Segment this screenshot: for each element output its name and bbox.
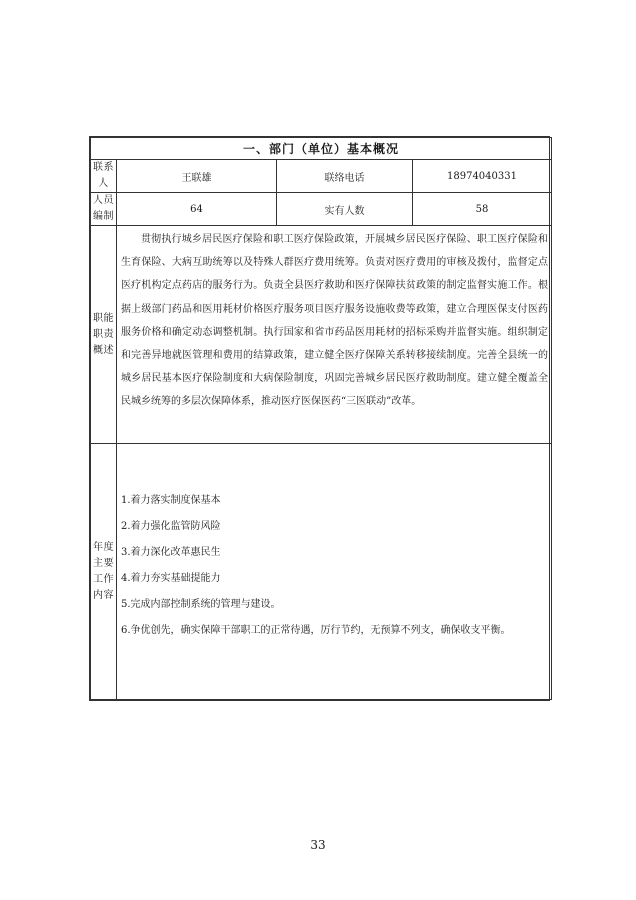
work-item-5: 5.完成内部控制系统的管理与建设。 [121, 599, 281, 610]
page-number: 33 [310, 838, 326, 852]
phone-label: 联络电话 [277, 160, 413, 193]
work-item-1: 1.着力落实制度保基本 [121, 495, 221, 506]
work-item-6: 6.争优创先，确实保障干部职工的正常待遇，厉行节约，无预算不列支，确保收支平衡。 [121, 625, 511, 636]
actual-staff-label: 实有人数 [277, 193, 413, 226]
contact-label: 联系人 [91, 160, 117, 193]
basic-info-table [89, 136, 550, 701]
work-item-4: 4.着力夯实基础提能力 [121, 573, 221, 584]
staffing-label: 人员编制 [91, 193, 117, 226]
table-title: 一、部门（单位）基本概况 [91, 138, 552, 160]
phone-value: 18974040331 [413, 160, 552, 193]
actual-staff-value: 58 [413, 193, 552, 226]
duties-content [117, 226, 552, 444]
duties-label: 职能职责概述 [91, 226, 117, 444]
duties-text: 贯彻执行城乡居民医疗保险和职工医疗保险政策，开展城乡居民医疗保险、职工医疗保险和生育保险、大病互助统筹以及特殊人群医疗费用统筹。负责对医疗费用的审核及拨付，监督定点医疗机构定点药店的服务行为。负责全县医疗救助和医疗保障扶贫政策的制定监督实施工作。根据上级部门药品和医用耗材价格医疗服务项目医疗服务设施收费等政策，建立合理医保支付医药服务价格和确定动态调整机制。执行国家和省市药品医用耗材的招标采购并监督实施。组织制定和完善异地就医管理和费用的结算政策，建立健全医疗保障关系转移接续制度。完善全县统一的城乡居民基本医疗保险制度和大病保险制度，巩固完善城乡居民医疗救助制度。建立健全覆盖全民城乡统筹的多层次保障体系，推动医疗医保医药“三医联动”改革。 [121, 234, 549, 408]
annual-work-content [117, 444, 552, 700]
work-item-3: 3.着力深化改革惠民生 [121, 547, 221, 558]
staffing-value: 64 [117, 193, 277, 226]
contact-name: 王联雄 [117, 160, 277, 193]
annual-work-label: 年度主要工作内容 [91, 444, 117, 700]
work-item-2: 2.着力强化监管防风险 [121, 521, 221, 532]
